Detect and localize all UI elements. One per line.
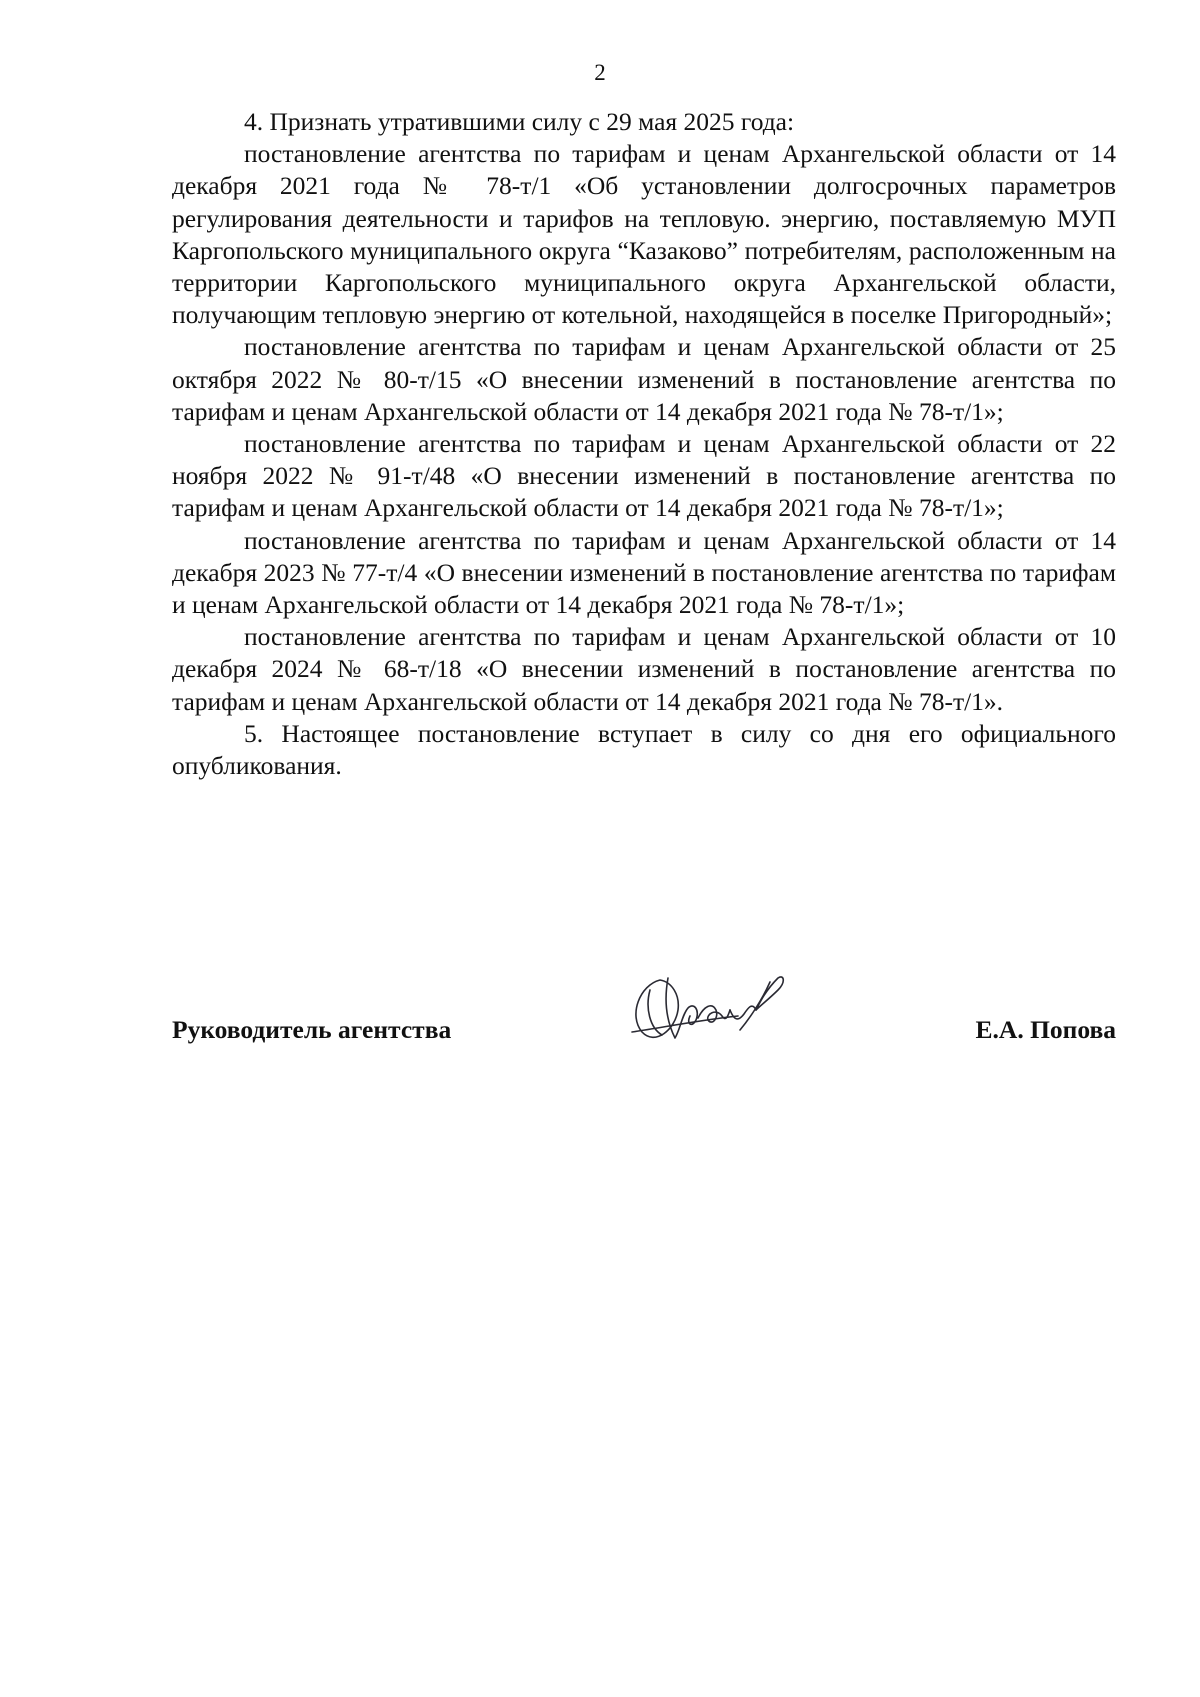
repealed-act-2: постановление агентства по тарифам и ценам Архангельской области от 25 октября 2022 № 80-т/15 «О внесении изменений в постановление агентства по тарифам и ценам Архангельской области от 14 декабря 2021 года № 78-т/1»; <box>172 332 1116 426</box>
repealed-act-1: постановление агентства по тарифам и ценам Архангельской области от 14 декабря 2021 года № 78-т/1 «Об установлении долгосрочных параметров регулирования деятельности и тарифов на тепловую. энергию, поставляемую МУП Каргопольского муниципального округа “Казаково” потребителям, расположенным на территории Каргопольского муниципального округа Архангельской области, получающим тепловую энергию от котельной, находящейся в поселке Пригородный»; <box>172 139 1116 330</box>
signatory-name: Е.А. Попова <box>975 1015 1116 1044</box>
page-number: 2 <box>594 60 606 85</box>
paragraph-item-5: 5. Настоящее постановление вступает в силу со дня его официального опубликования. <box>172 718 1116 781</box>
repealed-act-3: постановление агентства по тарифам и ценам Архангельской области от 22 ноября 2022 № 91-т/48 «О внесении изменений в постановление агентства по тарифам и ценам Архангельской области от 14 декабря 2021 года № 78-т/1»; <box>172 429 1116 523</box>
signature-block <box>172 1010 1116 1050</box>
repealed-act-5: постановление агентства по тарифам и ценам Архангельской области от 10 декабря 2024 № 68-т/18 «О внесении изменений в постановление агентства по тарифам и ценам Архангельской области от 14 декабря 2021 года № 78-т/1». <box>172 622 1116 716</box>
signatory-position: Руководитель агентства <box>172 1015 452 1044</box>
document-body <box>172 106 1116 782</box>
paragraph-item-4: 4. Признать утратившими силу с 29 мая 2025 года: <box>244 107 795 136</box>
repealed-act-4: постановление агентства по тарифам и ценам Архангельской области от 14 декабря 2023 № 77-т/4 «О внесении изменений в постановление агентства по тарифам и ценам Архангельской области от 14 декабря 2021 года № 78-т/1»; <box>172 525 1116 620</box>
